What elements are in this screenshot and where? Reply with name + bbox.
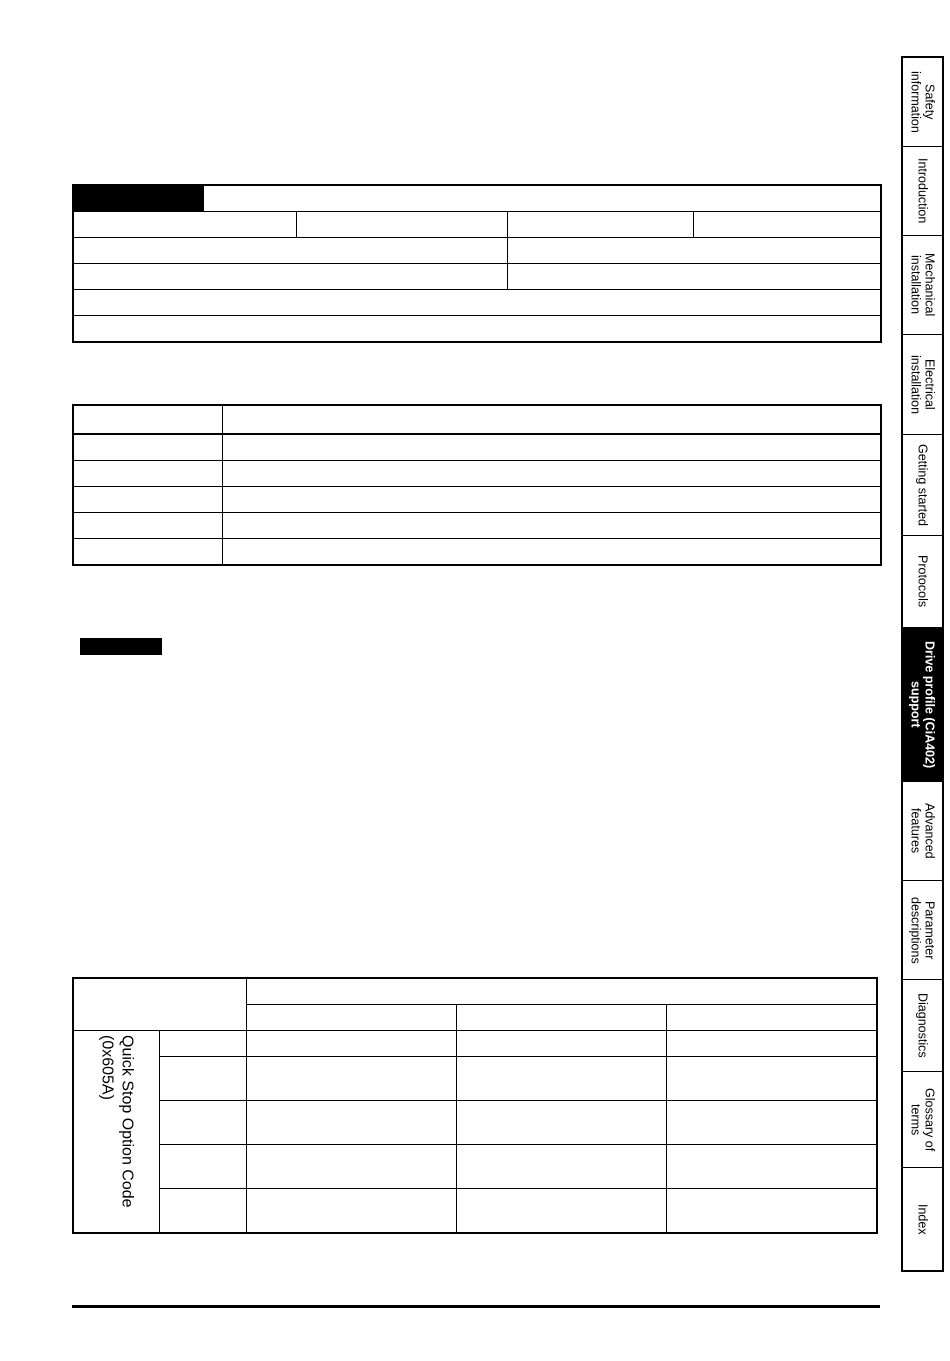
chapter-tab-label: Advanced features	[908, 803, 937, 859]
table-cell	[222, 461, 881, 487]
table-cell	[246, 1145, 456, 1189]
chapter-tab-label: Introduction	[915, 158, 930, 224]
value-description-table	[72, 404, 882, 566]
chapter-tab-label: Diagnostics	[915, 993, 930, 1058]
table-cell	[222, 434, 881, 461]
table-cell	[456, 1189, 666, 1234]
chapter-tab-electrical-installation[interactable]	[903, 335, 942, 435]
column-header-cell	[246, 1005, 456, 1031]
table-cell	[73, 238, 507, 264]
table-cell	[73, 487, 222, 513]
quick-stop-option-code-label-cell	[73, 1031, 159, 1234]
table-cell	[666, 1101, 877, 1145]
table-cell	[456, 1057, 666, 1101]
table-cell	[666, 1189, 877, 1234]
chapter-tab-label: Glossary of terms	[908, 1087, 937, 1152]
table-cell	[222, 513, 881, 539]
option-value-cell	[159, 1145, 246, 1189]
table-cell	[73, 513, 222, 539]
table-cell	[456, 1031, 666, 1057]
chapter-tab-label: Safety information	[908, 71, 937, 133]
option-value-cell	[159, 1031, 246, 1057]
chapter-tab-advanced-features[interactable]	[903, 782, 942, 881]
table-cell	[507, 212, 693, 238]
table-cell	[246, 1057, 456, 1101]
chapter-tab-strip	[901, 56, 944, 1272]
option-value-cell	[159, 1101, 246, 1145]
chapter-tab-diagnostics[interactable]	[903, 980, 942, 1072]
corner-header-cell	[73, 978, 246, 1031]
table-cell	[456, 1101, 666, 1145]
table-cell	[73, 264, 507, 290]
table-cell	[296, 212, 507, 238]
table-cell	[456, 1145, 666, 1189]
table-cell	[666, 1031, 877, 1057]
chapter-tab-parameter-descriptions[interactable]	[903, 881, 942, 980]
table-cell	[73, 316, 881, 343]
chapter-tab-label: Electrical installation	[908, 354, 937, 415]
table-cell	[246, 1031, 456, 1057]
chapter-tab-glossary-of-terms[interactable]	[903, 1072, 942, 1168]
object-definition-table	[72, 184, 882, 343]
page-footer-rule	[72, 1305, 880, 1308]
chapter-tab-getting-started[interactable]	[903, 435, 942, 536]
table-cell	[246, 1189, 456, 1234]
chapter-tab-safety-information[interactable]	[903, 58, 942, 147]
option-value-cell	[159, 1057, 246, 1101]
table-cell	[246, 1101, 456, 1145]
group-header-cell	[246, 978, 877, 1005]
object-title-cell	[73, 185, 203, 212]
chapter-tab-protocols[interactable]	[903, 536, 942, 628]
table-cell	[666, 1057, 877, 1101]
value-header-cell	[73, 405, 222, 434]
table-cell	[666, 1145, 877, 1189]
chapter-tab-label: Index	[915, 1203, 930, 1235]
chapter-tab-label: Protocols	[915, 555, 930, 608]
chapter-tab-drive-profile-support[interactable]	[903, 628, 942, 782]
chapter-tab-label: Parameter descriptions	[908, 896, 937, 964]
object-name-cell	[203, 185, 881, 212]
column-header-cell	[456, 1005, 666, 1031]
option-value-cell	[159, 1189, 246, 1234]
quick-stop-option-code-label: Quick Stop Option Code (0x605A)	[98, 1035, 136, 1208]
chapter-tab-label: Getting started	[915, 444, 930, 526]
chapter-tab-label: Mechanical installation	[908, 253, 937, 317]
table-cell	[73, 434, 222, 461]
table-cell	[73, 539, 222, 566]
chapter-tab-introduction[interactable]	[903, 147, 942, 236]
column-header-cell	[666, 1005, 877, 1031]
chapter-tab-mechanical-installation[interactable]	[903, 236, 942, 335]
table-cell	[507, 264, 881, 290]
table-cell	[693, 212, 881, 238]
table-cell	[73, 290, 881, 316]
table-cell	[507, 238, 881, 264]
table-cell	[73, 461, 222, 487]
table-cell	[222, 487, 881, 513]
description-header-cell	[222, 405, 881, 434]
note-label-bar	[80, 638, 162, 655]
chapter-tab-index[interactable]	[903, 1168, 942, 1270]
chapter-tab-label: Drive profile (CiA402) support	[908, 640, 937, 769]
table-cell	[73, 212, 296, 238]
table-cell	[222, 539, 881, 566]
quick-stop-option-table	[72, 977, 878, 1234]
